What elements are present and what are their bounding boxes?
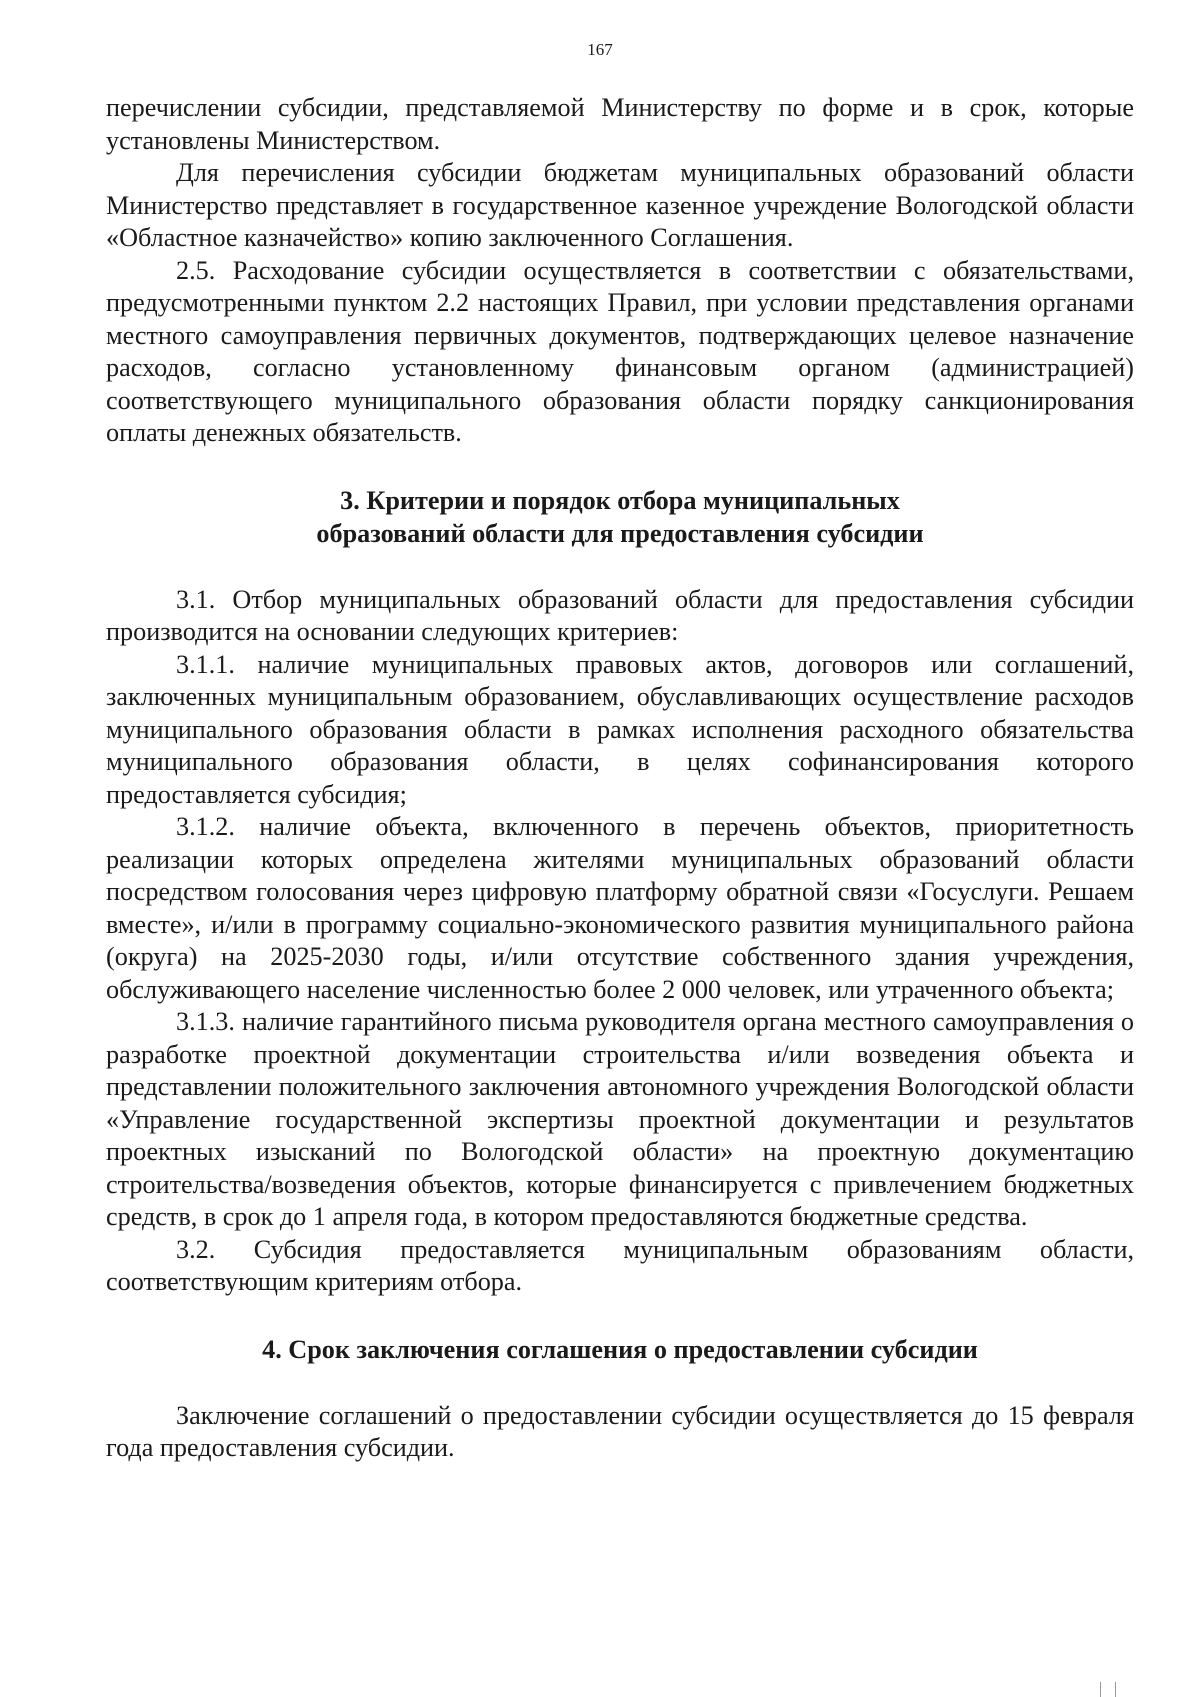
paragraph-continuation: перечислении субсидии, представляемой Министерству по форме и в срок, которые установлены Министерством. (106, 93, 1134, 155)
paragraph-3-1-1: 3.1.1. наличие муниципальных правовых актов, договоров или соглашений, заключенных муниципальным образованием, обуславливающих осуществление расходов муниципального образования области в рамках исполнения расходного обязательства муниципального образования области, в целях софинансирования которого предоставляется субсидия; (106, 649, 1134, 809)
paragraph-3-1: 3.1. Отбор муниципальных образований области для предоставления субсидии производится на основании следующих критериев: (106, 584, 1134, 646)
document-body (106, 92, 1134, 1465)
paragraph-3-1-2: 3.1.2. наличие объекта, включенного в перечень объектов, приоритетность реализации которых определена жителями муниципальных образований области посредством голосования через цифровую платформу обратной связи «Госуслуги. Решаем вместе», и/или в программу социально-экономического развития муниципального района (округа) на 2025-2030 годы, и/или отсутствие собственного здания учреждения, обслуживающего население численностью более 2 000 человек, или утраченного объекта; (106, 812, 1134, 1004)
page-number: 167 (587, 40, 613, 59)
paragraph-3-2: 3.2. Субсидия предоставляется муниципальным образованиям области, соответствующим критериям отбора. (106, 1234, 1134, 1296)
section-3-heading-line2: образований области для предоставления субсидии (316, 518, 924, 548)
paragraph-transfer: Для перечисления субсидии бюджетам муниципальных образований области Министерство представляет в государственное казенное учреждение Вологодской области «Областное казначейство» копию заключенного Соглашения. (106, 158, 1134, 252)
section-3-heading-line1: 3. Критерии и порядок отбора муниципальных (340, 485, 900, 515)
scan-edge-mark (1100, 1682, 1116, 1697)
paragraph-4: Заключение соглашений о предоставлении субсидии осуществляется до 15 февраля года предоставления субсидии. (106, 1400, 1134, 1462)
paragraph-2-5: 2.5. Расходование субсидии осуществляется в соответствии с обязательствами, предусмотренными пунктом 2.2 настоящих Правил, при условии представления органами местного самоуправления первичных документов, подтверждающих целевое назначение расходов, согласно установленному финансовым органом (администрацией) соответствующего муниципального образования области порядку санкционирования оплаты денежных обязательств. (106, 255, 1134, 447)
section-4-heading: 4. Срок заключения соглашения о предоставлении субсидии (262, 1334, 978, 1364)
section-3-heading (106, 484, 1134, 550)
paragraph-3-1-3: 3.1.3. наличие гарантийного письма руководителя органа местного самоуправления о разработке проектной документации строительства и/или возведения объекта и представлении положительного заключения автономного учреждения Вологодской области «Управление государственной экспертизы проектной документации и результатов проектных изысканий по Вологодской области» на проектную документацию строительства/возведения объектов, которые финансируется с привлечением бюджетных средств, в срок до 1 апреля года, в котором предоставляются бюджетные средства. (106, 1007, 1134, 1231)
